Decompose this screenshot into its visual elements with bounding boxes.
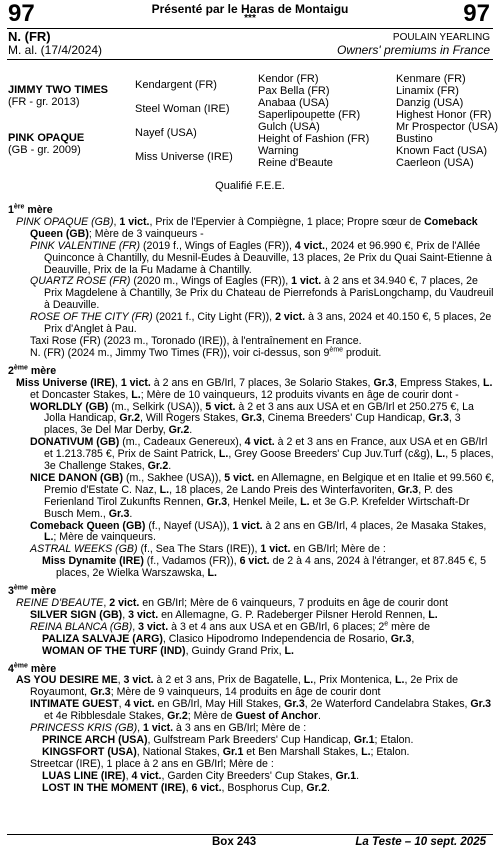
paragraph: KINGSFORT (USA), National Stakes, Gr.1 et Ben Marshall Stakes, L.; Etalon. bbox=[42, 745, 410, 758]
paragraph: Miss Dynamite (IRE) (f., Vadamos (FR)), 6 vict. de 2 à 4 ans, 2024 à l'étranger, et 87.845 €, 5 places, 2e Wielka Warszawska, L. bbox=[42, 555, 487, 580]
section-1ere-mere: 1ère mère bbox=[8, 203, 53, 216]
pedigree-gen4: Danzig (USA) bbox=[396, 97, 464, 109]
pedigree-gen4: Known Fact (USA) bbox=[396, 145, 488, 157]
pedigree-gen4: Caerleon (USA) bbox=[396, 157, 474, 169]
horse-name: N. (FR) bbox=[8, 29, 51, 44]
sire-info: (FR - gr. 2013) bbox=[8, 96, 80, 108]
paragraph: REINA BLANCA (GB), 3 vict. à 3 et 4 ans aux USA et en GB/Irl, 6 places; 2e mère de bbox=[30, 620, 431, 633]
paragraph: LUAS LINE (IRE), 4 vict., Garden City Breeders' Cup Stakes, Gr.1. bbox=[42, 769, 360, 782]
pedigree-gen3: Kendor (FR) bbox=[258, 73, 319, 85]
paragraph: N. (FR) (2024 m., Jimmy Two Times (FR)), voir ci-dessus, son 9ème produit. bbox=[30, 346, 382, 359]
pedigree-gen3: Saperlipoupette (FR) bbox=[258, 109, 361, 121]
paragraph: Streetcar (IRE), 1 place à 2 ans en GB/Irl; Mère de : bbox=[30, 757, 274, 770]
paragraph: WORLDLY (GB) (m., Selkirk (USA)), 5 vict. à 2 et 3 ans aux USA et en GB/Irl et 250.275 €, La Jolla Handicap, Gr.2, Will Rogers Stakes, Gr.3, Cinema Breeders' Cup Handicap, Gr.3, 3 places, 3e Del Mar Derby, Gr.2. bbox=[30, 400, 474, 437]
pedigree-gen2: Steel Woman (IRE) bbox=[135, 103, 230, 115]
paragraph: ROSE OF THE CITY (FR) (2021 f., City Light (FR)), 2 vict. à 3 ans, 2024 et 40.150 €, 5 places, 2e Prix d'Anglet à Pau. bbox=[30, 311, 492, 336]
birth-info: M. al. (17/4/2024) bbox=[8, 43, 103, 57]
lot-number-right: 97 bbox=[463, 0, 490, 27]
paragraph: ASTRAL WEEKS (GB) (f., Sea The Stars (IRE)), 1 vict. en GB/Irl; Mère de : bbox=[30, 543, 386, 556]
paragraph: SILVER SIGN (GB), 3 vict. en Allemagne, G. P. Radeberger Pilsner Herold Rennen, L. bbox=[30, 608, 438, 621]
stars: *** bbox=[244, 13, 256, 24]
paragraph: Taxi Rose (FR) (2023 m., Toronado (IRE)), à l'entraînement en France. bbox=[30, 334, 362, 347]
pedigree-gen3: Pax Bella (FR) bbox=[258, 85, 330, 97]
produce-record bbox=[8, 199, 496, 795]
dam-info: (GB - gr. 2009) bbox=[8, 144, 81, 156]
paragraph: AS YOU DESIRE ME, 3 vict. à 2 et 3 ans, Prix de Bagatelle, L., Prix Montenica, L., 2e Prix de Royaumont, Gr.3; Mère de 9 vainqueurs, 14 produits en âge de courir dont bbox=[16, 674, 459, 699]
pedigree-gen3: Gulch (USA) bbox=[258, 121, 320, 133]
paragraph: PINK VALENTINE (FR) (2019 f., Wings of Eagles (FR)), 4 vict., 2024 et 96.990 €, Prix de l'Allée Quinconce à Chantilly, du Mesnil-Eudes à Deauville, 13 places, 2e Prix du Quai Saint-Etienne à Deauville, Prix de la Fu Madame à Chantilly. bbox=[30, 239, 492, 276]
pedigree-gen4: Highest Honor (FR) bbox=[396, 109, 492, 121]
pedigree-gen4: Kenmare (FR) bbox=[396, 73, 466, 85]
pedigree-gen3: Height of Fashion (FR) bbox=[258, 133, 370, 145]
paragraph: QUARTZ ROSE (FR) (2020 m., Wings of Eagles (FR)), 1 vict. à 2 ans et 34.940 €, 7 places, 2e Prix Magdelene à Chantilly, 3e Prix du Chateau de Pierrefonds à ParisLongchamp, du Vaudreuil à Deauville. bbox=[30, 275, 494, 312]
paragraph: PRINCE ARCH (USA), Gulfstream Park Breeders' Cup Handicap, Gr.1; Etalon. bbox=[42, 733, 414, 746]
header-rule bbox=[7, 59, 493, 60]
pedigree-gen2: Nayef (USA) bbox=[135, 127, 197, 139]
pedigree-gen4: Mr Prospector (USA) bbox=[396, 121, 499, 133]
paragraph: PRINCESS KRIS (GB), 1 vict. à 3 ans en GB/Irl; Mère de : bbox=[30, 722, 307, 735]
footer-rule bbox=[7, 834, 493, 835]
pedigree-gen2: Kendargent (FR) bbox=[135, 79, 217, 91]
presenter: Présenté par le Haras de Montaigu bbox=[151, 2, 349, 16]
section-4eme-mere: 4ème mère bbox=[8, 662, 57, 675]
paragraph: LOST IN THE MOMENT (IRE), 6 vict., Bosphorus Cup, Gr.2. bbox=[42, 781, 330, 794]
lot-number-left: 97 bbox=[8, 0, 35, 27]
sale-info: La Teste – 10 sept. 2025 bbox=[355, 836, 486, 848]
paragraph: PALIZA SALVAJE (ARG), Clasico Hipodromo Independencia de Rosario, Gr.3, bbox=[42, 632, 415, 645]
section-2eme-mere: 2ème mère bbox=[8, 364, 57, 377]
paragraph: DONATIVUM (GB) (m., Cadeaux Genereux), 4 vict. à 2 et 3 ans en France, aux USA et en GB/Irl et 1.213.785 €, Prix de Saint Patrick, L., Grey Goose Breeders' Cup Juv.Turf (c&g), L., 5 places, 3e Challenge Stakes, Gr.2. bbox=[30, 436, 494, 473]
section-3eme-mere: 3ème mère bbox=[8, 584, 57, 598]
paragraph: PINK OPAQUE (GB), 1 vict., Prix de l'Epervier à Compiègne, 1 place; Propre sœur de Comeback Queen (GB); Mère de 3 vainqueurs - bbox=[16, 215, 478, 240]
pedigree-gen3: Reine d'Beaute bbox=[258, 157, 333, 169]
pedigree-gen3: Anabaa (USA) bbox=[258, 97, 329, 109]
top-rule bbox=[7, 28, 493, 29]
paragraph: REINE D'BEAUTE, 2 vict. en GB/Irl; Mère de 6 vainqueurs, 7 produits en âge de courir dont bbox=[16, 597, 448, 609]
pedigree-gen4: Bustino bbox=[396, 133, 433, 145]
paragraph: NICE DANON (GB) (m., Sakhee (USA)), 5 vict. en Allemagne, en Belgique et en Italie et 99.560 €, Premio d'Estate C. Naz, L., 18 places, 2e Lando Preis des Winterfavoriten, Gr.3, P. des Ferienland Tirol Zukunfts Rennen, Gr.3, Henkel Meile, L. et 3e G.P. Krefelder Wirtschaft-Dr Busch Mem., Gr.3. bbox=[30, 471, 495, 520]
dam-name: PINK OPAQUE bbox=[8, 132, 85, 144]
pedigree-gen4: Linamix (FR) bbox=[396, 85, 459, 97]
paragraph: INTIMATE GUEST, 4 vict. en GB/Irl, May Hill Stakes, Gr.3, 2e Waterford Candelabra Stakes, Gr.3 et 4e Ribblesdale Stakes, Gr.2; Mère de Guest of Anchor. bbox=[30, 698, 492, 723]
paragraph: WOMAN OF THE TURF (IND), Guindy Grand Prix, L. bbox=[42, 644, 294, 657]
category: POULAIN YEARLING bbox=[392, 32, 490, 43]
owners-premiums: Owners' premiums in France bbox=[337, 43, 490, 57]
paragraph: Miss Universe (IRE), 1 vict. à 2 ans en GB/Irl, 7 places, 3e Solario Stakes, Gr.3, Empress Stakes, L. et Doncaster Stakes, L.; Mère de 10 vainqueurs, 12 produits vivants en âge de courir dont - bbox=[16, 376, 493, 401]
sire-name: JIMMY TWO TIMES bbox=[8, 84, 109, 96]
qualifie-fee: Qualifié F.E.E. bbox=[215, 180, 285, 192]
pedigree-gen3: Warning bbox=[258, 145, 299, 157]
pedigree-gen2: Miss Universe (IRE) bbox=[135, 151, 233, 163]
box-number: Box 243 bbox=[212, 836, 257, 848]
paragraph: Comeback Queen (GB) (f., Nayef (USA)), 1 vict. à 2 ans en GB/Irl, 4 places, 2e Masaka Stakes, L.; Mère de vainqueurs. bbox=[30, 519, 487, 544]
